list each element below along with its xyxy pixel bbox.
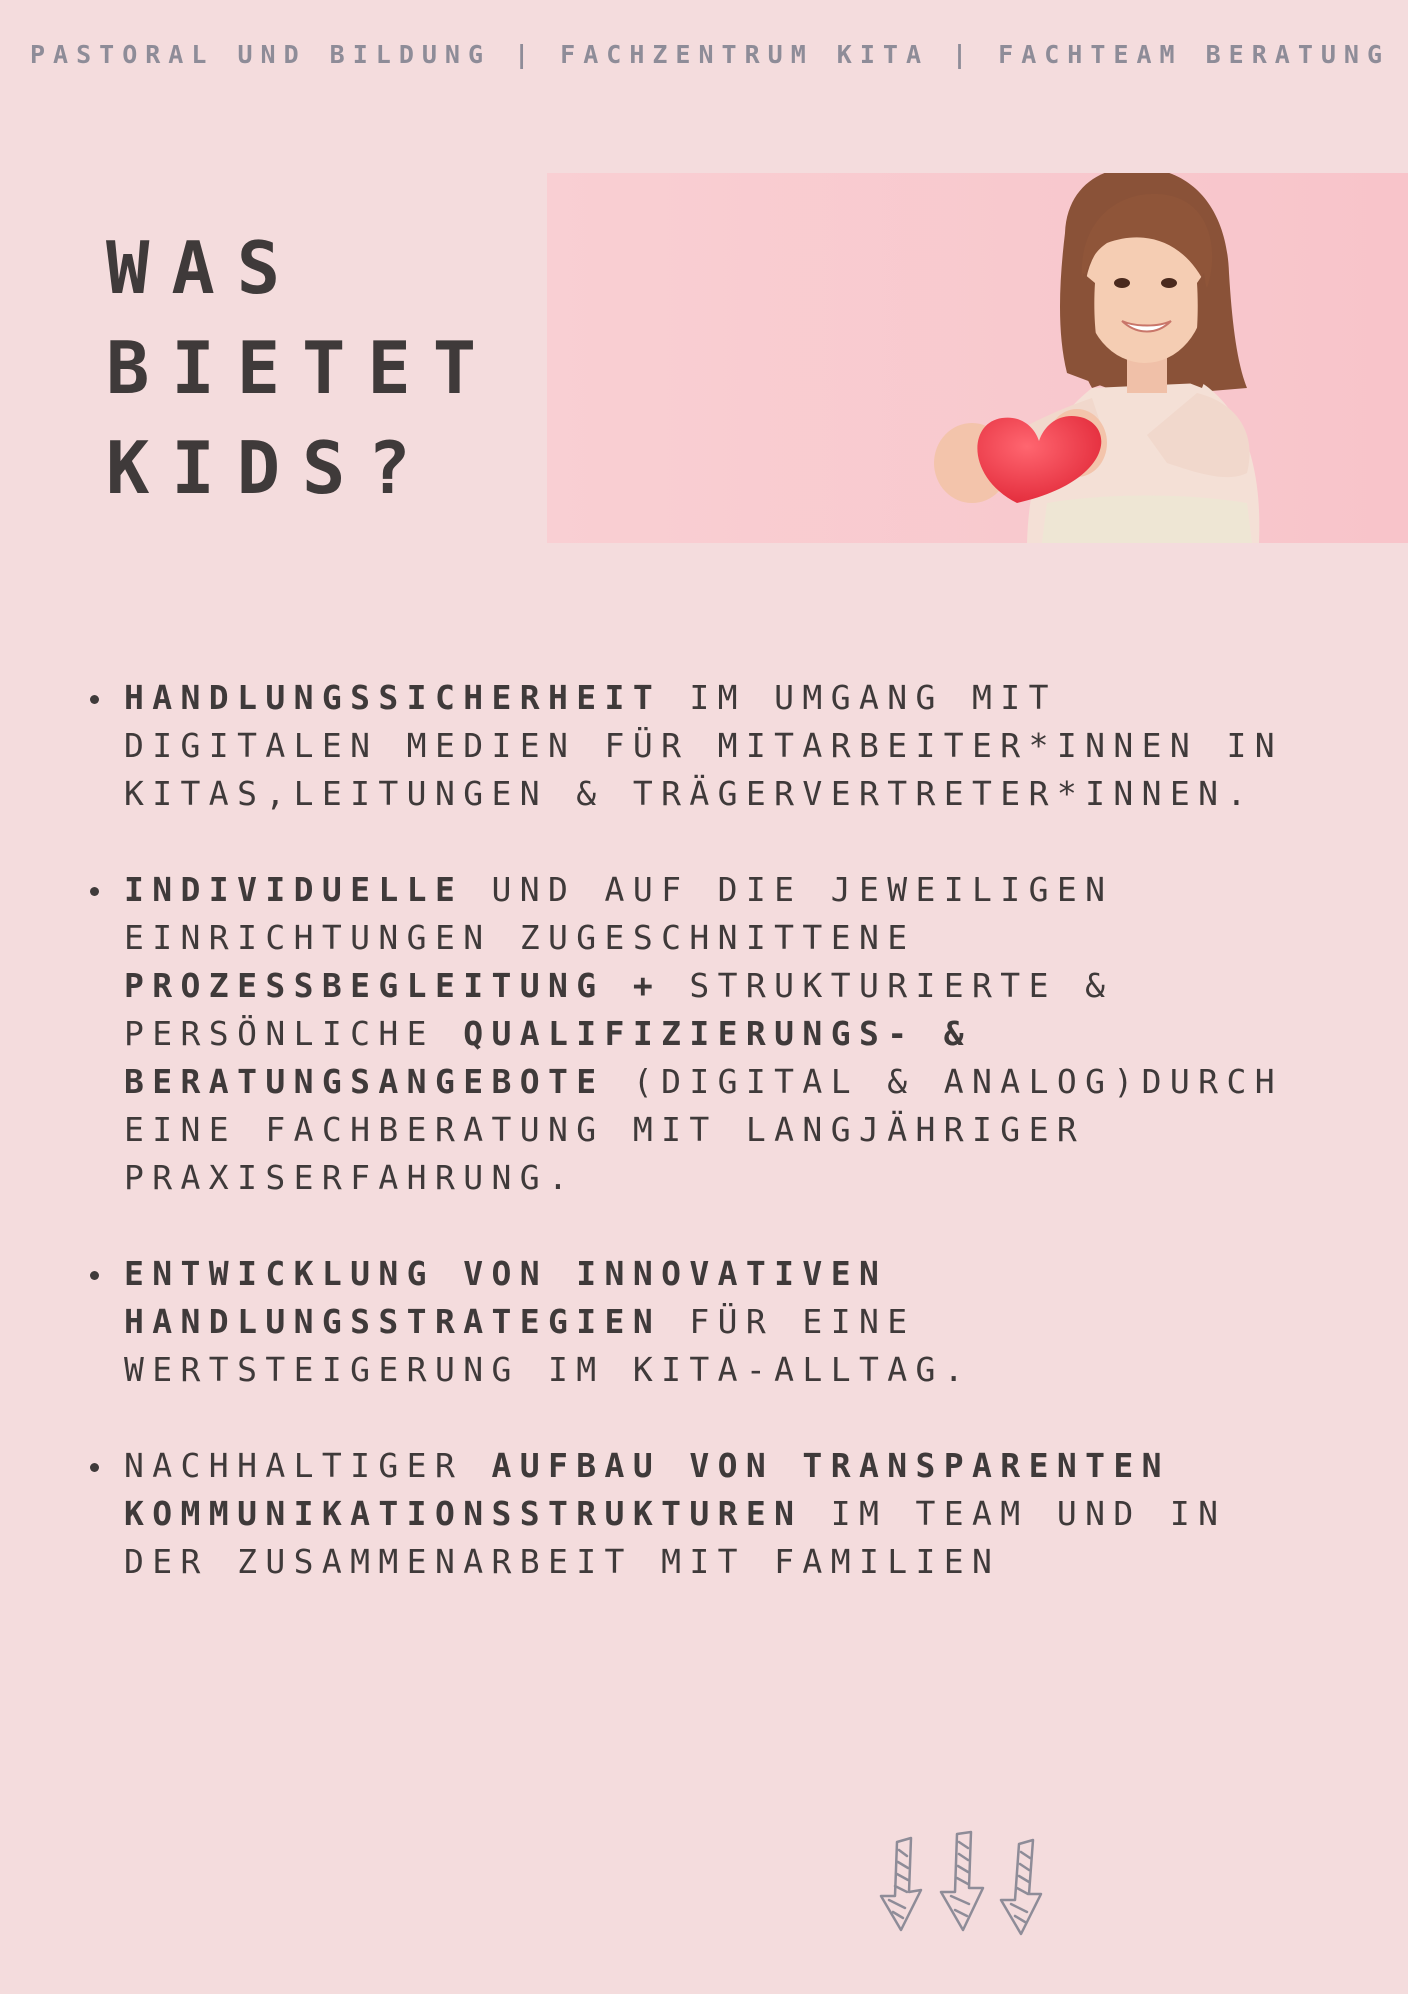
bullet-text: UND AUF DIE JEWEILIGEN EINRICHTUNGEN ZUGESCHNITTENE xyxy=(124,870,1114,957)
title-line-3: KIDS? xyxy=(106,426,433,510)
girl-holding-heart-photo xyxy=(547,173,1408,543)
header-breadcrumb: PASTORAL UND BILDUNG | FACHZENTRUM KITA | FACHTEAM BERATUNG xyxy=(30,40,1391,69)
offer-list xyxy=(90,674,1350,1634)
bullet-bold-text: HANDLUNGSSICHERHEIT xyxy=(124,678,662,717)
bullet-bold-text: QUALIFIZIERUNGS- & BERATUNGSANGEBOTE xyxy=(124,1014,973,1101)
list-item xyxy=(90,866,1350,1202)
list-item xyxy=(90,1442,1350,1586)
bullet-text: FÜR EINE WERTSTEIGERUNG IM KITA-ALLTAG. xyxy=(124,1302,973,1389)
bullet-bold-text: INDIVIDUELLE xyxy=(124,870,464,909)
bullet-bold-text: AUFBAU VON TRANSPARENTEN KOMMUNIKATIONSSTRUKTUREN xyxy=(124,1446,1170,1533)
title-line-2: BIETET xyxy=(106,326,499,410)
hand-drawn-down-arrows-icon xyxy=(875,1830,1055,1940)
title-line-1: WAS xyxy=(106,226,303,310)
bullet-bold-text: PROZESSBEGLEITUNG + xyxy=(124,966,662,1005)
bullet-text: IM UMGANG MIT DIGITALEN MEDIEN FÜR MITARBEITER*INNEN IN KITAS,LEITUNGEN & TRÄGERVERTRETER*INNEN. xyxy=(124,678,1283,813)
bullet-text: STRUKTURIERTE & PERSÖNLICHE xyxy=(124,966,1114,1053)
bullet-text: IM TEAM UND IN DER ZUSAMMENARBEIT MIT FAMILIEN xyxy=(124,1494,1227,1581)
bullet-bold-text: ENTWICKLUNG VON INNOVATIVEN HANDLUNGSSTRATEGIEN xyxy=(124,1254,888,1341)
bullet-text: (DIGITAL & ANALOG)DURCH EINE FACHBERATUNG MIT LANGJÄHRIGER PRAXISERFAHRUNG. xyxy=(124,1062,1283,1197)
list-item xyxy=(90,1250,1350,1394)
list-item xyxy=(90,674,1350,818)
bullet-text: NACHHALTIGER xyxy=(124,1446,492,1485)
page-title xyxy=(106,218,498,518)
